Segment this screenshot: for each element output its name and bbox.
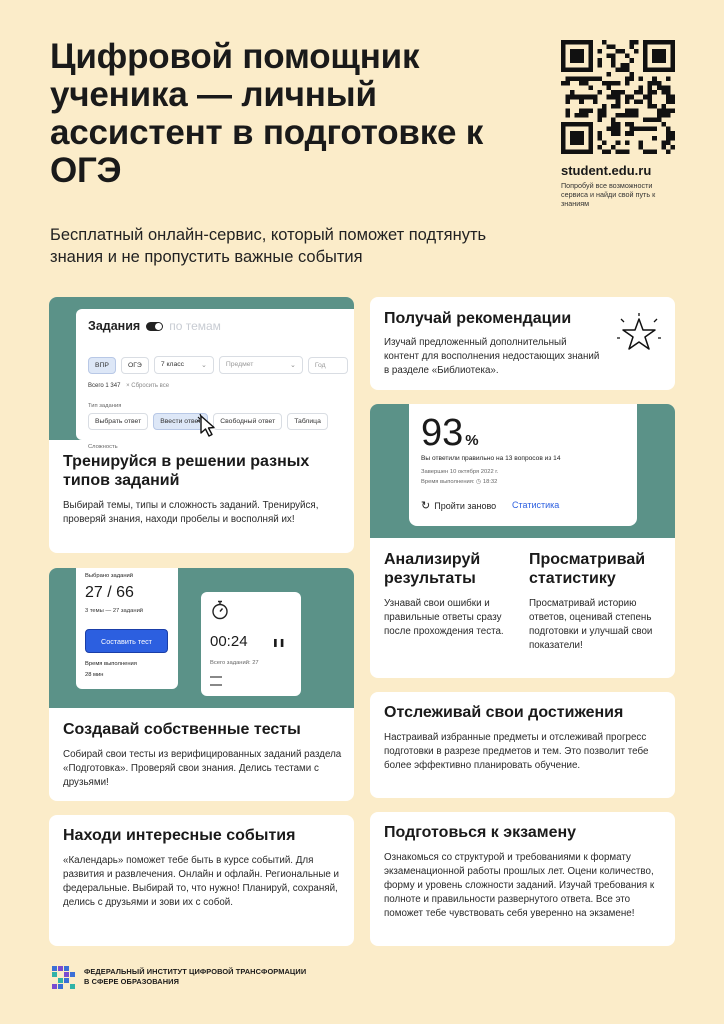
- filter-vpr[interactable]: ВПР: [88, 357, 116, 374]
- type-label: Тип задания: [88, 403, 122, 409]
- recommend-heading: Получай рекомендации: [384, 310, 572, 327]
- topics-count: 3 темы — 27 заданий: [85, 608, 144, 614]
- type-enter[interactable]: Ввести ответ: [153, 413, 208, 430]
- site-note: Попробуй все возможности сервиса и найди свой путь к знаниям: [561, 181, 656, 208]
- timer-value: 00:24: [210, 633, 248, 650]
- tests-heading: Создавай собственные тесты: [63, 721, 301, 738]
- type-table[interactable]: Таблица: [287, 413, 328, 430]
- footer-line-2: В СФЕРЕ ОБРАЗОВАНИЯ: [84, 977, 180, 986]
- total-tasks: Всего заданий: 27: [210, 660, 259, 666]
- result-percent: 93: [421, 412, 464, 454]
- stats-heading: Просматривай статистику: [529, 551, 646, 587]
- retry-button[interactable]: ↻ Пройти заново: [421, 500, 497, 512]
- toggle-switch[interactable]: [146, 322, 163, 331]
- list-line: [210, 684, 222, 686]
- stopwatch-icon: [211, 600, 229, 620]
- site-link[interactable]: student.edu.ru: [561, 163, 652, 178]
- result-panel: [409, 404, 637, 526]
- chevron-down-icon: ⌄: [290, 362, 296, 369]
- events-card: [49, 815, 354, 946]
- events-text: «Календарь» поможет тебе быть в курсе событий. Для развития и развлечения. Онлайн и офлайн. Региональные и федеральные. Выбирай то, что нужно! Планируй, сохраняй, делись с друзьями и зови их с собой.: [63, 855, 340, 908]
- selected-label: Выбрано заданий: [85, 573, 134, 579]
- total-count: Всего 1 347: [88, 383, 121, 389]
- list-line: [210, 676, 222, 678]
- exam-heading: Подготовься к экзамену: [384, 824, 577, 841]
- duration-label: Время выполнения: [85, 661, 137, 667]
- filter-subject[interactable]: Предмет ⌄: [219, 356, 303, 374]
- exam-card: [370, 812, 675, 946]
- page-subtitle: Бесплатный онлайн-сервис, который поможет подтянуть знания и не пропустить важные события: [50, 226, 487, 266]
- close-icon: ×: [126, 383, 130, 389]
- completed-date: Завершен 10 октября 2022 г.: [421, 469, 499, 475]
- train-text: Выбирай темы, типы и сложность заданий. Тренируйся, проверяй знания, находи пробелы и восполняй их!: [63, 500, 319, 525]
- timer-panel: [201, 592, 301, 696]
- recommend-card: [370, 297, 675, 390]
- sparkle-star-icon: [613, 311, 665, 357]
- filter-oge[interactable]: ОГЭ: [121, 357, 149, 374]
- difficulty-label: Сложность: [88, 444, 118, 450]
- duration-value: 28 мин: [85, 672, 104, 678]
- cursor-icon: [197, 413, 219, 439]
- chevron-down-icon: ⌄: [201, 362, 207, 369]
- test-builder-panel: [76, 568, 178, 689]
- stats-link[interactable]: Статистика: [512, 500, 560, 510]
- achievements-text: Настраивай избранные предметы и отслеживай прогресс подготовки в разрезе предметов и тем. Это позволит тебе более эффективно планировать обучение.: [384, 732, 649, 771]
- tasks-title: Задания: [88, 319, 141, 333]
- filter-year[interactable]: Год: [308, 357, 348, 374]
- time-row: Время выполнения: ◷ 18:32: [421, 479, 498, 485]
- footer-line-1: ФЕДЕРАЛЬНЫЙ ИНСТИТУТ ЦИФРОВОЙ ТРАНСФОРМАЦИИ: [84, 967, 307, 976]
- train-heading: Тренируйся в решении разных типов заданий: [63, 453, 310, 489]
- type-free[interactable]: Свободный ответ: [213, 413, 282, 430]
- create-test-button[interactable]: Составить тест: [85, 629, 168, 653]
- selected-value: 27 / 66: [85, 584, 134, 601]
- page-title: Цифровой помощник ученика — личный ассистент в подготовке к ОГЭ: [50, 37, 484, 190]
- tests-text: Собирай свои тесты из верифицированных заданий раздела «Подготовка». Проверяй свои знания. Делись тестами с друзьями!: [63, 749, 342, 788]
- refresh-icon: ↻: [421, 500, 431, 512]
- tests-card: [49, 568, 354, 801]
- qr-code[interactable]: [561, 40, 675, 154]
- analyze-text: Узнавай свои ошибки и правильные ответы сразу после прохождения теста.: [384, 598, 504, 637]
- recommend-text: Изучай предложенный дополнительный контент для восполнения недостающих знаний в разделе «Библиотека».: [384, 337, 600, 376]
- train-card: [49, 297, 354, 553]
- achievements-heading: Отслеживай свои достижения: [384, 704, 624, 721]
- type-choose[interactable]: Выбрать ответ: [88, 413, 148, 430]
- result-percent-sign: %: [465, 432, 479, 449]
- toggle-label: по темам: [169, 319, 221, 333]
- achievements-card: [370, 692, 675, 798]
- answered-text: Вы ответили правильно на 13 вопросов из 14: [421, 455, 561, 462]
- analyze-heading: Анализируй результаты: [384, 551, 481, 587]
- results-card: [370, 404, 675, 678]
- pause-icon[interactable]: ❚❚: [272, 638, 286, 647]
- institute-logo: [50, 964, 76, 990]
- clock-icon: ◷: [476, 479, 482, 485]
- footer: [50, 964, 306, 990]
- reset-link[interactable]: × Сбросить все: [126, 383, 170, 389]
- stats-text: Просматривай историю ответов, оценивай степень подготовки и улучшай свои показатели!: [529, 598, 653, 651]
- exam-text: Ознакомься со структурой и требованиями к формату экзаменационной работы прошлых лет. Оцени количество, форму и уровень сложности заданий. Изучай требования к полноте и правильности развернутого ответа. Все это поможет тебе чувствовать себя уверенно на экзамене!: [384, 852, 655, 919]
- filter-grade[interactable]: 7 класс ⌄: [154, 356, 214, 374]
- events-heading: Находи интересные события: [63, 827, 296, 844]
